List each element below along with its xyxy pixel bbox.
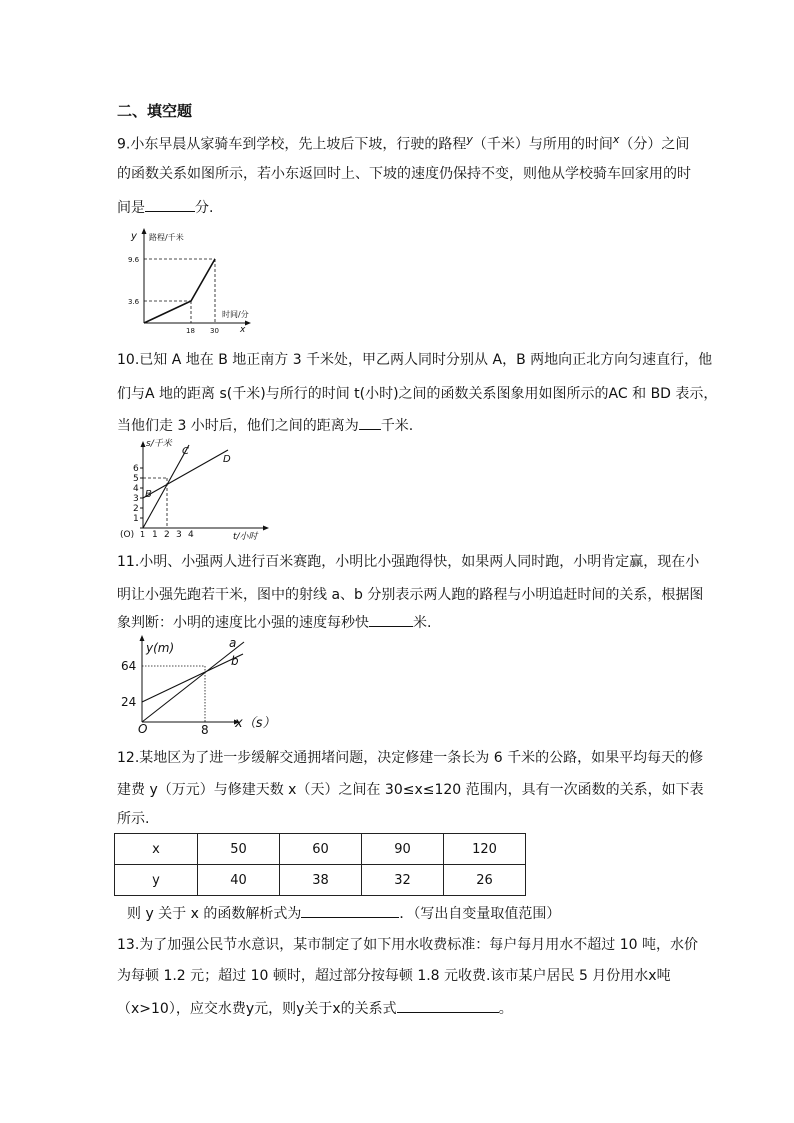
q10-xtick-first: 1 xyxy=(140,530,146,539)
q13-answer-blank[interactable] xyxy=(397,998,499,1013)
q9-answer-blank[interactable] xyxy=(145,197,195,212)
q11-line-3: 象判断：小明的速度比小强的速度每秒快 米. xyxy=(117,612,431,633)
q9-line-1: 9.小东早晨从家骑车到学校，先上坡后下坡，行驶的路程$^y$（千米）与所用的时间$^x$（分）之间 xyxy=(117,133,690,153)
q13-line-2: 为每顿 1.2 元；超过 10 顿时，超过部分按每顿 1.8 元收费.该市某户居民 5 月份用水x吨 xyxy=(117,968,671,984)
q10-x-arrow-icon xyxy=(263,526,269,531)
q11-y-arrow-icon xyxy=(140,635,145,641)
q10-xtick-1: 1 xyxy=(152,530,158,540)
q11-ray-b xyxy=(142,654,243,702)
q10-x-label: t/小时 xyxy=(233,532,258,542)
q13-line-1: 13.为了加强公民节水意识，某市制定了如下用水收费标准：每户每月用水不超过 10 吨，水价 xyxy=(117,937,698,953)
table-row xyxy=(115,865,526,896)
q10-origin: (O) xyxy=(120,530,135,540)
q9-ytick-3-6: 3.6 xyxy=(128,298,140,306)
q9-line-2: 的函数关系如图所示，若小东返回时上、下坡的速度仍保持不变，则他从学校骑车回家用的时 xyxy=(117,166,691,182)
q12-note: 则 y 关于 x 的函数解析式为 ．（写出自变量取值范围） xyxy=(127,903,560,923)
q10-ytick-5: 5 xyxy=(133,474,139,484)
q10-line-2: 们与A 地的距离 s(千米)与所行的时间 t(小时)之间的函数关系图象用如图所示的AC 和 BD 表示， xyxy=(117,386,718,402)
table-cell: 32 xyxy=(362,865,444,896)
q10-ytick-1: 1 xyxy=(133,514,139,524)
q10-ytick-6: 6 xyxy=(133,464,139,474)
q9-x-var: x xyxy=(240,325,246,335)
q10-y-arrow-icon xyxy=(141,441,146,447)
q10-xtick-3: 3 xyxy=(176,530,182,540)
q10-y-label: s/千米 xyxy=(146,439,172,449)
q11-x-label: x（s） xyxy=(235,716,276,731)
q12-table xyxy=(114,833,526,896)
table-cell: 50 xyxy=(198,834,280,865)
q10-line-1: 10.已知 A 地在 B 地正南方 3 千米处，甲乙两人同时分别从 A，B 两地向正北方向匀速直行，他 xyxy=(117,352,713,368)
q11-origin: O xyxy=(138,722,148,736)
q11-answer-blank[interactable] xyxy=(369,612,413,627)
table-cell: 90 xyxy=(362,834,444,865)
q10-ytick-2: 2 xyxy=(133,504,139,514)
q10-graph xyxy=(118,438,278,542)
q9-graph xyxy=(128,225,258,335)
q9-xtick-30: 30 xyxy=(210,327,219,335)
q9-line-3: 间是 分. xyxy=(117,197,213,218)
q12-answer-blank[interactable] xyxy=(301,903,399,918)
q10-answer-blank[interactable] xyxy=(359,415,381,430)
q10-line-3: 当他们走 3 小时后，他们之间的距离为 千米. xyxy=(117,415,413,436)
q11-ytick-24: 24 xyxy=(121,695,137,709)
q10-label-d: D xyxy=(223,454,231,465)
table-cell: 26 xyxy=(444,865,526,896)
table-cell-y-label: y xyxy=(115,865,198,896)
q10-line-ac xyxy=(143,445,189,528)
q11-ytick-64: 64 xyxy=(121,659,137,673)
q11-y-label: y(m) xyxy=(146,641,175,655)
q10-line-bd xyxy=(143,450,228,498)
q9-y-var: y xyxy=(131,231,137,242)
q9-xtick-18: 18 xyxy=(186,327,195,335)
table-cell: 120 xyxy=(444,834,526,865)
q9-graph-line xyxy=(144,259,215,323)
table-cell-x-label: x xyxy=(115,834,198,865)
q12-line-1: 12.某地区为了进一步缓解交通拥堵问题，决定修建一条长为 6 千米的公路，如果平均每天的修 xyxy=(117,750,704,766)
table-cell: 60 xyxy=(280,834,362,865)
q9-x-label: 时间/分 xyxy=(222,310,249,319)
q10-ytick-4: 4 xyxy=(133,484,139,494)
q12-line-2: 建费 y（万元）与修建天数 x（天）之间在 30≤x≤120 范围内，具有一次函数的关系，如下表 xyxy=(117,782,704,798)
table-cell: 38 xyxy=(280,865,362,896)
q13-line-3: （x>10），应交水费y元，则y关于x的关系式 。 xyxy=(117,998,513,1019)
q11-line-2: 明让小强先跑若干米，图中的射线 a、b 分别表示两人跑的路程与小明追赶时间的关系，根据图 xyxy=(117,587,704,603)
q9-y-arrow-icon xyxy=(142,228,147,234)
q10-xtick-2: 2 xyxy=(164,530,170,540)
q11-label-a: a xyxy=(229,636,237,650)
q9-var-x: x xyxy=(612,133,620,146)
q12-line-3: 所示. xyxy=(117,811,150,827)
q9-y-label: 路程/千米 xyxy=(149,233,184,242)
q10-ytick-3: 3 xyxy=(133,494,139,504)
q9-x-arrow-icon xyxy=(245,321,251,326)
q10-label-c: C xyxy=(182,446,189,457)
q11-line-1: 11.小明、小强两人进行百米赛跑，小明比小强跑得快，如果两人同时跑，小明肯定赢，现在小 xyxy=(117,554,700,570)
q10-label-b: B xyxy=(145,489,152,500)
q11-xtick-8: 8 xyxy=(201,723,209,737)
section-title: 二、填空题 xyxy=(117,102,193,120)
table-cell: 40 xyxy=(198,865,280,896)
q9-var-y: y xyxy=(466,133,473,146)
table-row xyxy=(115,834,526,865)
q11-label-b: b xyxy=(231,654,239,668)
q9-ytick-9-6: 9.6 xyxy=(128,256,140,264)
q10-xtick-4: 4 xyxy=(188,530,194,540)
q11-graph xyxy=(115,632,285,740)
